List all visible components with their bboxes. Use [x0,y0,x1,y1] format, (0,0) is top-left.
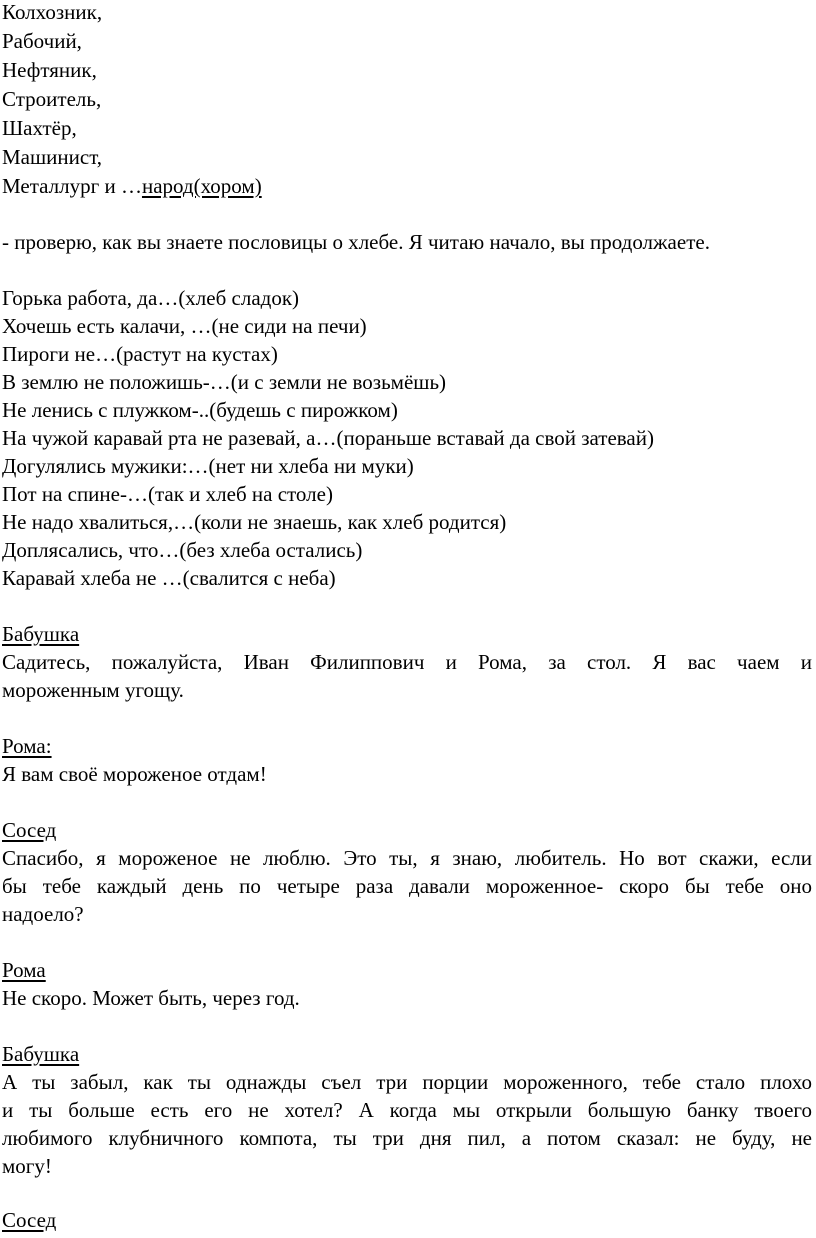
song-line: Машинист, [2,145,103,169]
song-line: Шахтёр, [2,116,77,140]
song-last-chorus: народ(хором) [141,174,262,198]
proverb-line: Хочешь есть калачи, …(не сиди на печи) [2,314,367,338]
speaker-name: Бабушка [2,1042,80,1066]
song-line: Рабочий, [2,29,82,53]
dialogue-line: А ты забыл, как ты однажды съел три порции мороженного, тебе стало плохо [2,1070,812,1094]
song-line: Строитель, [2,87,102,111]
proverb-line: Не надо хвалиться,…(коли не знаешь, как хлеб родится) [2,510,507,534]
song-last-prefix: Металлург и … [2,174,142,198]
speaker-name: Бабушка [2,622,80,646]
song-line: Колхозник, [2,0,103,24]
speaker-name: Рома: [2,734,52,758]
proverb-line: Догулялись мужики:…(нет ни хлеба ни муки) [2,454,414,478]
proverb-line: Пот на спине-…(так и хлеб на столе) [2,482,333,506]
proverb-line: Каравай хлеба не …(свалится с неба) [2,566,336,590]
speaker-name: Сосед [2,818,57,842]
proverb-line: На чужой каравай рта не разевай, а…(пораньше вставай да свой затевай) [2,426,654,450]
speaker-name: Рома [2,958,46,982]
dialogue-line: Я вам своё мороженое отдам! [2,762,267,786]
speaker-name: Сосед [2,1208,57,1232]
dialogue-line: мороженным угощу. [2,678,184,702]
dialogue-line: бы тебе каждый день по четыре раза давали мороженное- скоро бы тебе оно [2,874,812,898]
dialogue-line: могу! [2,1154,52,1178]
proverb-line: Доплясались, что…(без хлеба остались) [2,538,363,562]
instruction-text: - проверю, как вы знаете пословицы о хлебе. Я читаю начало, вы продолжаете. [2,230,710,254]
proverb-line: Пироги не…(растут на кустах) [2,342,278,366]
proverb-line: Не ленись с плужком-..(будешь с пирожком) [2,398,398,422]
dialogue-line: и ты больше есть его не хотел? А когда мы открыли большую банку твоего [2,1098,812,1122]
dialogue-line: Спасибо, я мороженое не люблю. Это ты, я знаю, любитель. Но вот скажи, если [2,846,812,870]
proverb-line: В землю не положишь-…(и с земли не возьмёшь) [2,370,447,394]
song-last-line [2,172,262,200]
dialogue-line: надоело? [2,902,84,926]
proverb-line: Горька работа, да…(хлеб сладок) [2,286,300,310]
song-line: Нефтяник, [2,58,97,82]
dialogue-line: Садитесь, пожалуйста, Иван Филиппович и Рома, за стол. Я вас чаем и [2,650,812,674]
dialogue-line: любимого клубничного компота, ты три дня пил, а потом сказал: не буду, не [2,1126,812,1150]
dialogue-line: Не скоро. Может быть, через год. [2,986,300,1010]
